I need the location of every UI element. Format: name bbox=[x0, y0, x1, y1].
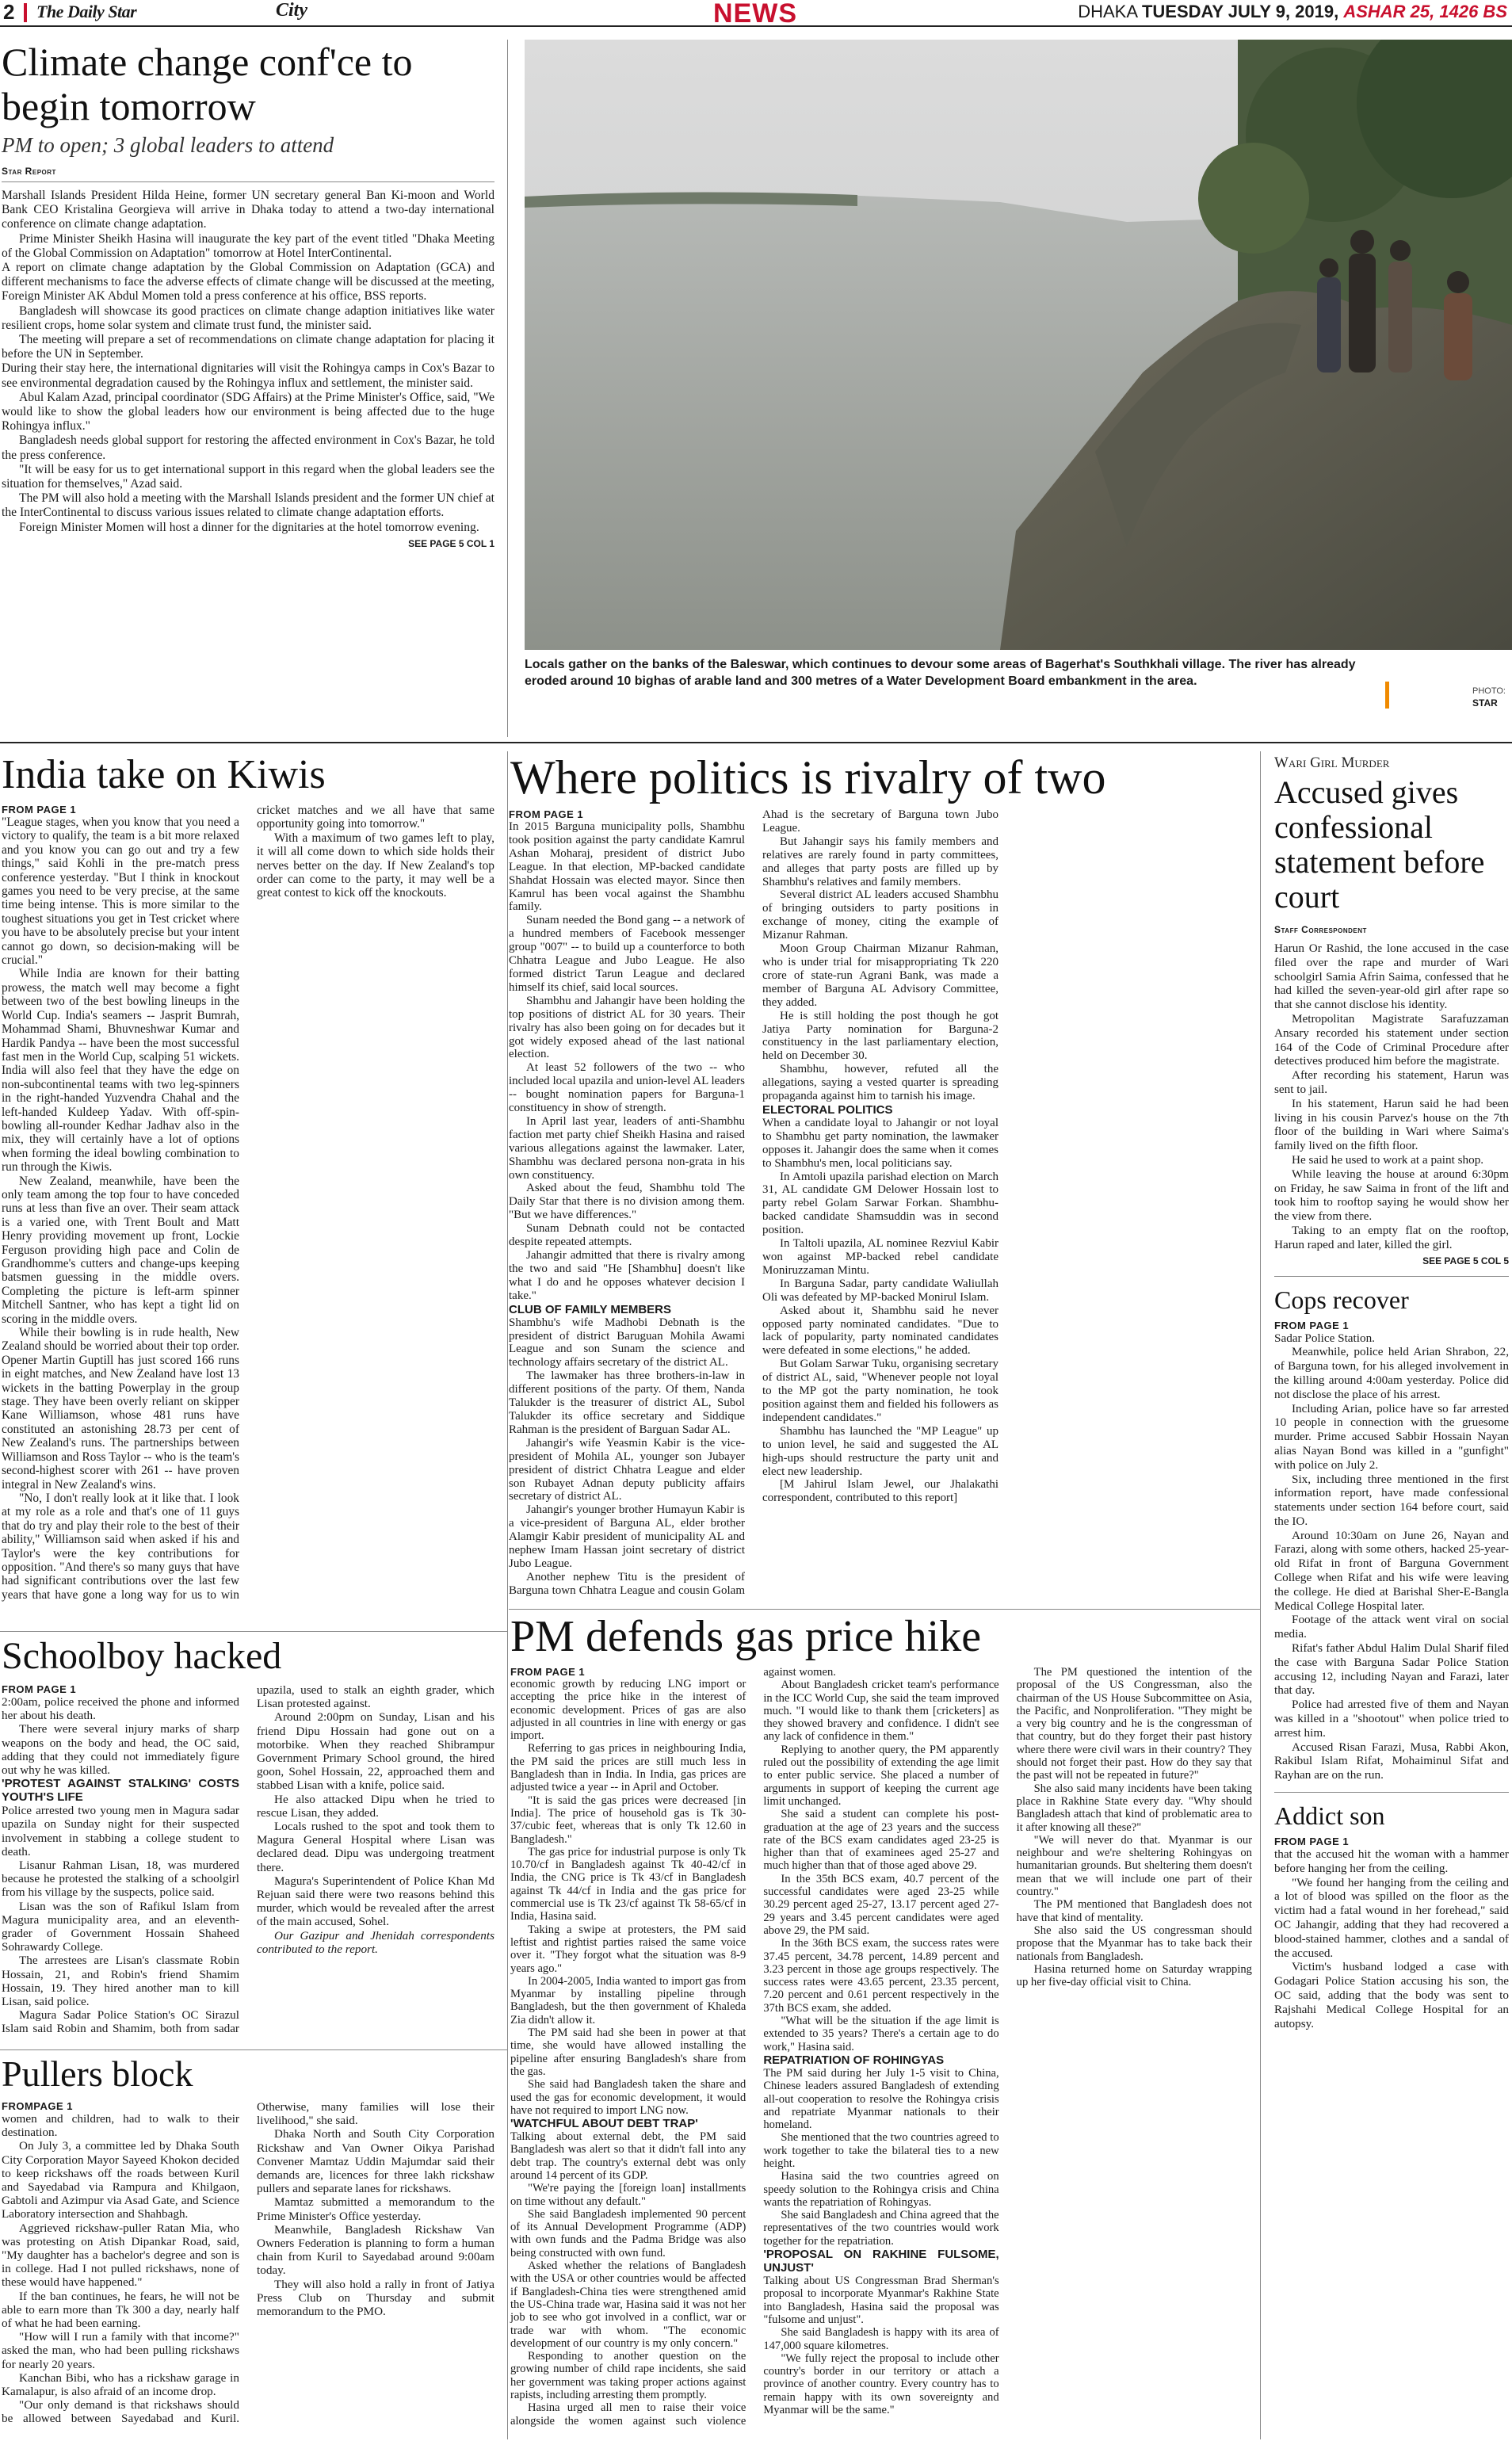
paragraph: Foreign Minister Momen will host a dinner for the dignitaries at the hotel tomorrow evening. bbox=[19, 520, 479, 534]
paragraph: Talking about external debt, the PM said Bangladesh was alert so that it didn't fall into any debt trap. The country's external debt was only around 14 percent of its GDP. bbox=[510, 2130, 746, 2182]
paragraph: She said a student can complete his post-graduation at the age of 23 years and the success rate of the BCS exam candidates aged 23-25 is higher than that of examinees aged 25-27 and much higher than that of those aged above 29. bbox=[763, 1808, 999, 1873]
from-page-label: FROM PAGE 1 bbox=[1274, 1836, 1350, 1848]
paragraph: In the 35th BCS exam, 40.7 percent of the successful candidates were aged 23-25 while 30.29 percent aged 25-27, 13.17 percent aged 27-29 years and 3.45 percent candidates were aged above 29, the PM said. bbox=[763, 1872, 999, 1937]
paragraph: He said he used to work at a paint shop. bbox=[1292, 1152, 1484, 1167]
paragraph: Taking a swipe at protesters, the PM said leftist and rightist parties raised the same voice over it. "They forgot what the situation was 8-9 years ago." bbox=[510, 1923, 746, 1975]
masthead bbox=[0, 0, 1512, 27]
paragraph: But Jahangir says his family members and relatives are rarely found in party committees, and alleges that party posts are filled up by Shambhu's relatives and family members. bbox=[762, 835, 998, 888]
paragraph: She said had Bangladesh taken the share and used the gas for economic development, it would have not required to import LNG now. bbox=[510, 2078, 746, 2117]
rivalry-headline: Where politics is rivalry of two bbox=[510, 751, 1106, 804]
paragraph: She also said the US congressman should propose that the Myanmar has to take back their nationals from Bangladesh. bbox=[1016, 1923, 1252, 1963]
climate-story bbox=[2, 40, 494, 549]
paragraph: The gas price for industrial purpose is only Tk 10.70/cf in Bangladesh against Tk 40-42/cf in India, the CNG price is Tk 43/cf in Bangladesh against Tk 44/cf in India and the gas price for commercial use is Tk 23/cf against Tk 58-65/cf in India, Hasina said. bbox=[510, 1845, 746, 1923]
paragraph: Metropolitan Magistrate Sarafuzzaman Ansary recorded his statement under section 164 of the Code of Criminal Procedure after detectives produced him before the magistrate. bbox=[1274, 1011, 1509, 1068]
subhead: REPATRIATION OF ROHINGYAS bbox=[763, 2053, 945, 2067]
paragraph: Sadar Police Station. bbox=[1274, 1331, 1375, 1345]
paragraph: "It is said the gas prices were decreased [in India]. The price of household gas is Tk 30-37/cubic feet, whereas that is only Tk 12.60 in Bangladesh." bbox=[510, 1794, 746, 1846]
paragraph: Referring to gas prices in neighbouring India, the PM said the prices are still much less in Bangladesh than in India. In India, gas prices are adjusted twice a year -- in April and October. bbox=[510, 1742, 746, 1794]
person bbox=[1349, 254, 1376, 372]
from-page-label: FROMPAGE 1 bbox=[2, 2100, 73, 2112]
paragraph: Marshall Islands President Hilda Heine, former UN secretary general Ban Ki-moon and World Bank CEO Kristalina Georgieva will arrive in Dhaka today to attend a two-day international conference on climate change adaptation. bbox=[2, 189, 494, 231]
paragraph: "Our only demand is that rickshaws should be allowed between Sayedabad and Kuril. Otherwise, many families will lose their livelihood," she said. bbox=[2, 2100, 494, 2426]
page-number: 2 bbox=[3, 0, 15, 24]
paragraph: They will also hold a rally in front of Jatiya Press Club on Thursday and submit memorandum to the PMO. bbox=[257, 2277, 494, 2319]
paragraph: Sunam needed the Bond gang -- a network of a hundred members of Facebook messenger group "007" -- to build up a counterforce to both Chhatra League and Jubo League. He also formed district Tarun League and declared himself its chief, said local sources. bbox=[509, 914, 745, 994]
paragraph: economic growth by reducing LNG import or accepting the price hike in the interest of economic development. Prices of gas are also adjusted in all countries in line with energy or gas import. bbox=[510, 1678, 746, 1743]
climate-byline: Star Report bbox=[2, 166, 56, 177]
story-divider bbox=[1274, 1792, 1509, 1793]
paragraph: Bangladesh needs global support for restoring the affected environment in Cox's Bazar, he told the press conference. bbox=[2, 434, 494, 462]
subhead: 'PROPOSAL ON RAKHINE FULSOME, UNJUST' bbox=[763, 2248, 999, 2275]
dateline-date: TUESDAY JULY 9, 2019, bbox=[1141, 2, 1339, 21]
paragraph: Magura's Superintendent of Police Khan Md Rejuan said there were two reasons behind this murder, which would be revealed after the arrest of the main accused, Sohel. bbox=[257, 1874, 494, 1929]
paragraph: The meeting will prepare a set of recommendations on climate change adaptation for placing it before the UN in September. bbox=[2, 333, 494, 361]
paragraph: "We will never do that. Myanmar is our neighbour and we're sheltering Rohingyas on humanitarian grounds. But sheltering them doesn't mean that we will include one part of their country." bbox=[1016, 1833, 1252, 1899]
paragraph: "We found her hanging from the ceiling and a lot of blood was spilled on the floor as the victim had a fatal wound in her forehead," said OC Jahangir, adding that they had recovered a blood-stained hammer, clothes and a sandal of the accused. bbox=[1274, 1875, 1509, 1960]
paragraph: that the accused hit the woman with a hammer before hanging her from the ceiling. bbox=[1274, 1847, 1509, 1875]
kiwis-story bbox=[2, 751, 494, 1628]
paragraph: While leaving the house at around 6:30pm on Friday, he saw Saima in front of the lift and took him to rooftop saying he would show her the view from there. bbox=[1274, 1167, 1509, 1224]
paragraph: Kanchan Bibi, who has a rickshaw garage in Kamalapur, is also afraid of an income drop. bbox=[2, 2370, 239, 2399]
story-divider bbox=[509, 1609, 1260, 1610]
paragraph: Lisan was the son of Rafikul Islam from Magura municipality area, and an eleventh-grader of Government Hossain Shaheed Sohrawardy College. bbox=[2, 1899, 239, 1954]
subhead: 'WATCHFUL ABOUT DEBT TRAP' bbox=[510, 2117, 698, 2131]
cops-body bbox=[1274, 1320, 1509, 1783]
paragraph: Shambhu's wife Madhobi Debnath is the president of district Baruguan Mohila Awami League and son Sunam the science and technology affairs secretary of the district AL. bbox=[509, 1316, 745, 1369]
paragraph: Lisanur Rahman Lisan, 18, was murdered because he protested the stalking of a schoolgirl from his village by the suspects, police said. bbox=[2, 1858, 239, 1900]
subhead: 'PROTEST AGAINST STALKING' COSTS YOUTH'S LIFE bbox=[2, 1777, 239, 1805]
climate-subhead: PM to open; 3 global leaders to attend bbox=[2, 133, 334, 157]
paragraph: Asked about the feud, Shambhu told The Daily Star that there is no division among them. "But we have differences." bbox=[509, 1182, 745, 1222]
paragraph: She mentioned that the two countries agreed to work together to take the bilateral ties to a new height. bbox=[763, 2131, 999, 2170]
climate-jump: SEE PAGE 5 COL 1 bbox=[408, 537, 494, 549]
paragraph: Asked about it, Shambhu said he never opposed party nominated candidates. "Due to lack of popularity, party nominated candidates were defeated in some elections," he added. bbox=[762, 1304, 998, 1358]
paragraph: Sunam Debnath could not be contacted despite repeated attempts. bbox=[509, 1222, 745, 1249]
paragraph: When a candidate loyal to Jahangir or not loyal to Shambhu get party nomination, the lawmaker opposes it. Jahangir does the same when it comes to Shambhu's men, local politicians say. bbox=[762, 1116, 998, 1170]
paragraph: With a maximum of two games left to play, it will all come down to which side holds their nerves better on the day. If New Zealand's top order can come to the party, it may well be a great contest to kick off the knockouts. bbox=[257, 831, 494, 900]
photo-credit: STAR bbox=[1472, 697, 1498, 709]
paragraph: After recording his statement, Harun was sent to jail. bbox=[1274, 1068, 1509, 1096]
section-label: City bbox=[276, 0, 307, 21]
photo-caption: Locals gather on the banks of the Baleswar, which continues to devour some areas of Bagerhat's Southkhali village. The river has already eroded around 10 bighas of arable land and 300 metres of a Water Development Board embankment in the area. bbox=[525, 658, 1356, 688]
column-rule bbox=[507, 40, 508, 737]
paragraph: Meanwhile, police held Arian Shrabon, 22, of Barguna town, for his alleged involvement in the killing around 4:00am yesterday. Police did not disclose the place of his arrest. bbox=[1274, 1345, 1509, 1401]
cops-headline: Cops recover bbox=[1274, 1285, 1409, 1314]
dateline bbox=[1078, 2, 1507, 22]
paragraph: She said Bangladesh and China agreed that the representatives of the two countries would work together for the repatriation. bbox=[763, 2209, 999, 2248]
gas-body bbox=[510, 1666, 1252, 2439]
addict-body bbox=[1274, 1836, 1509, 2030]
paragraph: While their bowling is in rude health, New Zealand should be worried about their top order. Opener Martin Guptill has just scored 166 runs in eight matches, and New Zealand have lost 13 wickets in the batting Powerplay in the group stage. They have been overly reliant on skipper Kane Williamson, whose 481 runs have constituted an astonishing 28.73 per cent of New Zealand's runs. The partnerships between Williamson and Ross Taylor -- who is the team's second-highest scorer with 261 -- have proven integral in New Zealand's wins. bbox=[2, 1326, 239, 1492]
paragraph: In April last year, leaders of anti-Shambhu faction met party chief Sheikh Hasina and raised various allegations against the lawmaker. Later, Shambhu was declared persona non-grata in his own constituency. bbox=[509, 1114, 745, 1182]
paragraph: Prime Minister Sheikh Hasina will inaugurate the key part of the event titled "Dhaka Meeting of the Global Commission on Adaptation" tomorrow at Hotel InterContinental. bbox=[2, 231, 494, 260]
paragraph: "No, I don't really look at it like that. I look at my role as a role and that's one of 11 guys that do try and play their role to the best of their ability," Williamson said when asked if his and Taylor's were the key contributions for opposition. "And there's so many guys that have had significant contributions over the last few years that have gone a long way for us to win cricket matches and we all have that same opportunity going into tomorrow." bbox=[2, 804, 494, 1602]
story-divider bbox=[0, 1631, 507, 1632]
photo-credit-label: PHOTO: bbox=[1472, 686, 1506, 696]
addict-headline: Addict son bbox=[1274, 1801, 1385, 1831]
tree bbox=[1198, 143, 1309, 254]
from-page-label: FROM PAGE 1 bbox=[2, 804, 77, 816]
gas-story bbox=[510, 1612, 1252, 2439]
schoolboy-headline: Schoolboy hacked bbox=[2, 1635, 282, 1677]
paragraph: Hasina said the two countries agreed on speedy solution to the Rohingya crisis and China wants the repatriation of Rohingyas. bbox=[763, 2170, 999, 2209]
paragraph: Rifat's father Abdul Halim Dulal Sharif filed the case with Barguna Sadar Police Station accusing 12, including Nayan and Farazi, later that day. bbox=[1274, 1641, 1509, 1698]
paragraph: [M Jahirul Islam Jewel, our Jhalakathi correspondent, contributed to this report] bbox=[762, 1478, 998, 1505]
paragraph: At least 52 followers of the two -- who included local upazila and union-level AL leaders -- bought nomination papers for Barguna-1 constituency in show of strength. bbox=[509, 1061, 745, 1115]
murder-jump: SEE PAGE 5 COL 5 bbox=[1422, 1255, 1509, 1266]
paragraph: Hasina returned home on Saturday wrapping up her five-day official visit to China. bbox=[1016, 1962, 1252, 1989]
murder-kicker: Wari Girl Murder bbox=[1274, 754, 1390, 771]
person-head bbox=[1319, 258, 1338, 277]
paragraph: Shambhu has launched the "MP League" up to union level, he said and suggested the AL high-ups should restructure the party unit and elect new leadership. bbox=[762, 1424, 998, 1478]
paragraph: Including Arian, police have so far arrested 10 people in connection with the gruesome murder. Prime accused Sabbir Hossain Nayan alias Nayan Bond was killed in a "gunfight" with police on July 2. bbox=[1274, 1401, 1509, 1472]
kiwis-body bbox=[2, 804, 494, 1628]
rivalry-story bbox=[509, 751, 1252, 1609]
paragraph: Police had arrested five of them and Nayan was killed in a "shootout" when police tried to arrest him. bbox=[1274, 1698, 1509, 1740]
riverbank-photo bbox=[525, 40, 1512, 650]
paragraph: "How will I run a family with that income?" asked the man, who had been pulling rickshaws for nearly 20 years. bbox=[2, 2330, 239, 2371]
paragraph: The arrestees are Lisan's classmate Robin Hossain, 21, and Robin's friend Shamim Hossain, 19. They hired another man to kill Lisan, said police. bbox=[2, 1954, 239, 2009]
paragraph: The lawmaker has three brothers-in-law in different positions of the party. Of them, Nanda Talukder is the treasurer of district AL, Subol Talukder its office secretary and Siddique Rahman is the president of Barguan Sadar AL. bbox=[509, 1369, 745, 1436]
paragraph: Our Gazipur and Jhenidah correspondents contributed to the report. bbox=[257, 1928, 494, 1956]
paragraph: Six, including three mentioned in the first information report, have made confessional statements under section 164 before court, said the IO. bbox=[1274, 1472, 1509, 1528]
paragraph: 2:00am, police received the phone and informed her about his death. bbox=[2, 1695, 239, 1723]
story-divider bbox=[0, 2049, 507, 2050]
paragraph: While India are known for their batting prowess, the match well may become a fight between two of the best bowling lineups in the World Cup. India's seamers -- Jasprit Bumrah, Mohammad Shami, Bhuvneshwar Kumar and Hardik Pandya -- have been the most successful fast men in the World Cup, scalping 51 wickets. India will also feel that they have the edge on non-subcontinental teams with two leg-spinners in the right-handed Yuzvendra Chahal and the left-handed Kuldeep Yadav. With off-spin-bowling all-rounder Kedhar Jadhav also in the mix, they will certainly have a lot of options when forming the ideal bowling combination to run through the Kiwis. bbox=[2, 967, 239, 1175]
column-rule bbox=[1260, 751, 1261, 2439]
murder-byline: Staff Correspondent bbox=[1274, 924, 1367, 935]
paper-logo: The Daily Star bbox=[36, 2, 137, 21]
caption-accent bbox=[1385, 682, 1389, 709]
person-head bbox=[1447, 271, 1469, 293]
paragraph: Jahangir's wife Yeasmin Kabir is the vice-president of Mohila AL, younger son Jubayer president of district Chhatra League and elder son Rubayet Adnan deputy publicity affairs secretary of district AL. bbox=[509, 1436, 745, 1503]
paragraph: The PM mentioned that Bangladesh does not have that kind of mentality. bbox=[1016, 1898, 1252, 1924]
paragraph: A report on climate change adaptation by the Global Commission on Adaptation (GCA) and different mechanisms to face the adverse effects of climate change will be discussed at the meeting, Foreign Minister AK Abdul Momen told a press conference at his office, BSS reports. bbox=[2, 261, 494, 304]
paragraph: Meanwhile, Bangladesh Rickshaw Van Owners Federation is planning to form a human chain from Kuril to Sayedabad around 9:00am today. bbox=[257, 2222, 494, 2278]
paragraph: The PM will also hold a meeting with the Marshall Islands president and the former UN chief at the InterContinental to discuss various issues related to climate change adaptation efforts. bbox=[2, 491, 494, 520]
paragraph: "League stages, when you know that you need a victory to qualify, the team is a bit more relaxed and you know you can go out and try a few things," said Kohli in the pre-match press conference yesterday. "But I think in knockout games you need to be very precise, at the same time being intense. This is more similar to the toughest situations you get in Test cricket where you have to be absolutely precise but your intent cannot go down, so decision-making will be crucial." bbox=[2, 816, 239, 968]
climate-rule bbox=[2, 181, 494, 182]
paragraph: Footage of the attack went viral on social media. bbox=[1274, 1613, 1509, 1641]
paragraph: He is still holding the post though he got Jatiya Party nomination for Barguna-2 constituency in the last parliamentary election, held on December 30. bbox=[762, 1009, 998, 1063]
paragraph: Dhaka North and South City Corporation Rickshaw and Van Owner Oikya Parishad Convener Mamtaz Uddin Majumdar said their demands are, licences for three lakh rickshaw pullers and separate lanes for rickshaws. bbox=[257, 2127, 494, 2196]
paragraph: Around 10:30am on June 26, Nayan and Farazi, along with some others, hacked 25-year-old Rifat in front of Barguna Government College when Rifat and his wife were leaving the college. He died at Barishal Sher-E-Bangla Medical College Hospital later. bbox=[1274, 1528, 1509, 1613]
paragraph: women and children, had to walk to their destination. bbox=[2, 2112, 239, 2140]
paragraph: The PM said had she been in power at that time, she would have allowed installing the pipeline after ensuring Bangladesh's share from the gas. bbox=[510, 2027, 746, 2078]
paragraph: In the 36th BCS exam, the success rates were 37.45 percent, 34.78 percent, 14.89 percent and 3.23 percent in those age groups respectively. The success rates were 43.65 percent, 23.35 percent, 7.20 percent and 0.61 percent respectively in the 37th BCS exam, she added. bbox=[763, 1937, 999, 2015]
dateline-city: DHAKA bbox=[1078, 2, 1137, 21]
paragraph: Talking about US Congressman Brad Sherman's proposal to incorporate Myanmar's Rakhine State into Bangladesh, Hasina said the proposal was "fulsome and unjust". bbox=[763, 2275, 999, 2326]
paragraph: About Bangladesh cricket team's performance in the ICC World Cup, she said the team improved much. "I would like to thank them [cricketers] as they showed bravery and confidence. I didn't see any lack of confidence in them." bbox=[763, 1679, 999, 1744]
paragraph: Magura Sadar Police Station's OC Sirazul Islam said Robin and Shamim, both from sadar upazila, used to stalk an eighth grader, which Lisan protested against. bbox=[2, 1683, 494, 2036]
paragraph: Mamtaz submitted a memorandum to the Prime Minister's Office yesterday. bbox=[257, 2195, 494, 2223]
dateline-bangla-date: ASHAR 25, 1426 BS bbox=[1343, 2, 1507, 21]
paragraph: The PM said during her July 1-5 visit to China, Chinese leaders assured Bangladesh of extending all-out cooperation to resolve the Rohingya crisis and repatriate Myanmar nationals to their homeland. bbox=[763, 2066, 999, 2132]
paragraph: Moon Group Chairman Mizanur Rahman, who is under trial for misappropriating Tk 220 crore of state-run Agrani Bank, was made a member of Barguna AL Advisory Committee, they added. bbox=[762, 942, 998, 1009]
pullers-headline: Pullers block bbox=[2, 2053, 193, 2094]
paragraph: In Taltoli upazila, AL nominee Rezviul Kabir won against MP-backed rebel candidate Moniruzzaman Mintu. bbox=[762, 1237, 998, 1277]
murder-headline: Accused gives confessional statement before court bbox=[1274, 774, 1485, 915]
paragraph: In his statement, Harun said he had been living in his cousin Parvez's house on the 7th floor of the building in Wari where Saima's family lived on the fifth floor. bbox=[1274, 1096, 1509, 1153]
from-page-label: FROM PAGE 1 bbox=[509, 808, 584, 820]
from-page-label: FROM PAGE 1 bbox=[510, 1666, 586, 1678]
paragraph: Jahangir's younger brother Humayun Kabir is a vice-president of Barguna AL, elder brother Alamgir Kabir president of municipality AL and nephew Imam Hassan joint secretary of district Jubo League. bbox=[509, 1503, 745, 1570]
paragraph: On July 3, a committee led by Dhaka South City Corporation Mayor Sayeed Khokon decided to keep rickshaws off the roads between Kuril and Sayedabad via Rampura and Khilgaon, Gabtoli and Azimpur via Asad Gate, and Science Laboratory intersection and Shahbagh. bbox=[2, 2139, 239, 2221]
paragraph: Locals rushed to the spot and took them to Magura General Hospital where Lisan was declared dead. Dipu was undergoing treatment there. bbox=[257, 1820, 494, 1874]
subhead: ELECTORAL POLITICS bbox=[762, 1102, 893, 1117]
climate-body bbox=[2, 189, 494, 535]
section-news-label: NEWS bbox=[713, 0, 797, 29]
paragraph: Victim's husband lodged a case with Godagari Police Station accusing his son, the OC said, adding that the body was sent to Rajshahi Medical College Hospital for an autopsy. bbox=[1274, 1960, 1509, 2030]
paragraph: Replying to another query, the PM apparently ruled out the possibility of extending the age limit to enter public service. She placed a number of arguments in support of keeping the current age limit unchanged. bbox=[763, 1743, 999, 1808]
person bbox=[1444, 293, 1472, 380]
paragraph: "What will be the situation if the age limit is extended to 35 years? There's a certain age to do work," Hasina said. bbox=[763, 2015, 999, 2053]
paragraph: New Zealand, meanwhile, have been the only team among the top four to have conceded runs at less than five an over. Their seam attack is a varied one, with Trent Boult and Matt Henry providing movement up front, Lockie Ferguson providing high pace and Colin de Grandhomme's cutters and change-ups keeping batsmen guessing in the middle overs. Completing the picture is left-arm spinner Mitchell Santner, who has kept a tight lid on scoring in the middle overs. bbox=[2, 1174, 239, 1326]
person bbox=[1317, 277, 1341, 372]
paragraph: Bangladesh will showcase its good practices on climate change adaption initiatives like water resilient crops, home solar system and climate trust fund, the minister said. bbox=[2, 304, 494, 332]
person-head bbox=[1390, 240, 1411, 261]
subhead: CLUB OF FAMILY MEMBERS bbox=[509, 1302, 672, 1316]
paragraph: During their stay here, the international dignitaries will visit the Rohingya camps in Cox's Bazar to see environmental degradation caused by the Rohingya influx and settlement, the minister said. bbox=[2, 361, 494, 390]
story-divider bbox=[1274, 1276, 1509, 1277]
right-column bbox=[1274, 754, 1509, 2030]
paragraph: Another nephew Titu is the president of Barguna town Chhatra League and cousin Golam Ahad is the secretary of Barguna town Jubo League. bbox=[509, 808, 998, 1597]
paragraph: She said Bangladesh implemented 90 percent of its Annual Development Programme (ADP) with own funds and the Padma Bridge was also being constructed with own fund. bbox=[510, 2207, 746, 2260]
paragraph: In 2004-2005, India wanted to import gas from Myanmar by installing pipeline through Bangladesh, but the then government of Khaleda Zia didn't allow it. bbox=[510, 1974, 746, 2027]
paragraph: He also attacked Dipu when he tried to rescue Lisan, they added. bbox=[257, 1792, 494, 1820]
news-photo bbox=[525, 40, 1512, 650]
paragraph: Hasina urged all men to raise their voice alongside the women against such violence against women. bbox=[510, 1666, 836, 2428]
paragraph: She said Bangladesh is happy with its area of 147,000 square kilometres. bbox=[763, 2326, 999, 2352]
section-rule bbox=[0, 742, 1512, 743]
climate-headline: Climate change conf'ce to begin tomorrow bbox=[2, 40, 413, 128]
paragraph: Shambhu and Jahangir have been holding the top positions of district AL for 30 years. Their rivalry has also been going on for decades but it got widely exposed ahead of the last national election. bbox=[509, 994, 745, 1061]
person-head bbox=[1350, 230, 1374, 254]
paragraph: The PM questioned the intention of the proposal of the US Congressman, also the chairman of the US House Subcommittee on Asia, the Pacific, and Nonproliferation. "They might be a very big country and he is the congressman of that country, but do they forget their past history where there were civil wars in their country? They should not forget their past. How do they say that the past will not be repeated in future?" bbox=[1016, 1666, 1252, 1782]
from-page-label: FROM PAGE 1 bbox=[1274, 1319, 1350, 1331]
paragraph: Harun Or Rashid, the lone accused in the case filed over the rape and murder of Wari schoolgirl Samia Afrin Saima, confessed that he had killed the seven-year-old girl after rape so that she cannot disclose his identity. bbox=[1274, 942, 1509, 1012]
paragraph: Asked whether the relations of Bangladesh with the USA or other countries would be affected if Bangladesh-China ties were strengthened amid the US-China trade war, Hasina said it was not her job to see who got involved in a conflict, war or trade war with whom. "The economic development of our country is my only concern." bbox=[510, 2260, 746, 2350]
gas-headline: PM defends gas price hike bbox=[510, 1612, 982, 1661]
paragraph: Police arrested two young men in Magura sadar upazila on Sunday night for their suspected involvement in stabbing a college student to death. bbox=[2, 1804, 239, 1858]
paragraph: Aggrieved rickshaw-puller Ratan Mia, who was protesting on Atish Dipankar Road, said, "My daughter has a bachelor's degree and son is in college. Had I not pulled rickshaws, none of these would have happened." bbox=[2, 2221, 239, 2290]
paragraph: In Barguna Sadar, party candidate Waliullah Oli was defeated by MP-backed Monirul Islam. bbox=[762, 1277, 998, 1304]
column-rule bbox=[507, 751, 508, 2439]
from-page-label: FROM PAGE 1 bbox=[2, 1683, 77, 1695]
paragraph: If the ban continues, he fears, he will not be able to earn more than Tk 300 a day, nearly half of what he had been earning. bbox=[2, 2289, 239, 2331]
rivalry-body bbox=[509, 808, 1252, 1609]
schoolboy-body bbox=[2, 1683, 494, 2040]
murder-body bbox=[1274, 942, 1509, 1252]
paragraph: "We're paying the [foreign loan] installments on time without any default." bbox=[510, 2182, 746, 2208]
paragraph: In 2015 Barguna municipality polls, Shambhu took position against the party candidate Kamrul Ashan Moharaj, president of district Jubo League. In that election, MP-backed candidate Shahdat Hossain was elected mayor. Since then Kamrul has been vocal against the Shambhu family. bbox=[509, 820, 745, 914]
person bbox=[1388, 262, 1412, 372]
paragraph: Several district AL leaders accused Shambhu of bringing outsiders to party positions in exchange of money, citing the example of Mizanur Rahman. bbox=[762, 888, 998, 942]
paragraph: Accused Risan Farazi, Musa, Rabbi Akon, Rakibul Islam Rifat, Mohaiminul Sifat and Rayhan are on the run. bbox=[1274, 1740, 1509, 1782]
masthead-accent-rule bbox=[24, 3, 27, 22]
kiwis-headline: India take on Kiwis bbox=[2, 752, 326, 797]
paragraph: Abul Kalam Azad, principal coordinator (SDG Affairs) at the Prime Minister's Office, said, "We would like to show the global leaders how our environment is being affected due to the huge Rohingya influx." bbox=[2, 390, 494, 434]
paragraph: There were several injury marks of sharp weapons on the body and head, the OC said, adding that they could not immediately figure out why he was killed. bbox=[2, 1722, 239, 1778]
paragraph: Responding to another question on the growing number of child rape incidents, she said her government was taking proper actions against rapists, including arresting them promptly. bbox=[510, 2350, 746, 2402]
paragraph: Around 2:00pm on Sunday, Lisan and his friend Dipu Hossain had gone out on a motorbike. When they reached Shibrampur Government Primary School ground, the hired goon, Sohel Hossain, 22, approached them and stabbed Lisan with a knife, police said. bbox=[257, 1710, 494, 1793]
paragraph: Shambhu, however, refuted all the allegations, saying a vested quarter is spreading propaganda against him to tarnish his image. bbox=[762, 1063, 998, 1103]
schoolboy-story bbox=[2, 1634, 494, 2040]
paragraph: But Golam Sarwar Tuku, organising secretary of district AL, said, "Whenever people not loyal to the MP got the party nomination, he took position against them and fielded his followers as independent candidates." bbox=[762, 1358, 998, 1424]
paragraph: Jahangir admitted that there is rivalry among the two and said "He [Shambhu] doesn't like what I do and he opposes whatever decision I take." bbox=[509, 1249, 745, 1302]
paragraph: In Amtoli upazila parishad election on March 31, AL candidate GM Delower Hossain lost to party rebel Golam Sarwar Forkan. Shambhu-backed candidate Shamsuddin was in second position. bbox=[762, 1170, 998, 1237]
paragraph: Taking to an empty flat on the rooftop, Harun raped and later, killed the girl. bbox=[1274, 1223, 1509, 1251]
pullers-story bbox=[2, 2053, 494, 2433]
paragraph: "We fully reject the proposal to include other country's border in our territory or attach a province of another country. Every country has to remain happy with its own sovereignty and Myanmar will be the same." bbox=[763, 2351, 999, 2417]
paragraph: "It will be easy for us to get international support in this regard when the global leaders see the situation for themselves," Azad said. bbox=[2, 462, 494, 491]
paragraph: She also said many incidents have been taking place in Rakhine State every day. "Why should Bangladesh attach that kind of problematic area to it after knowing all these?" bbox=[1016, 1782, 1252, 1834]
pullers-body bbox=[2, 2100, 494, 2433]
